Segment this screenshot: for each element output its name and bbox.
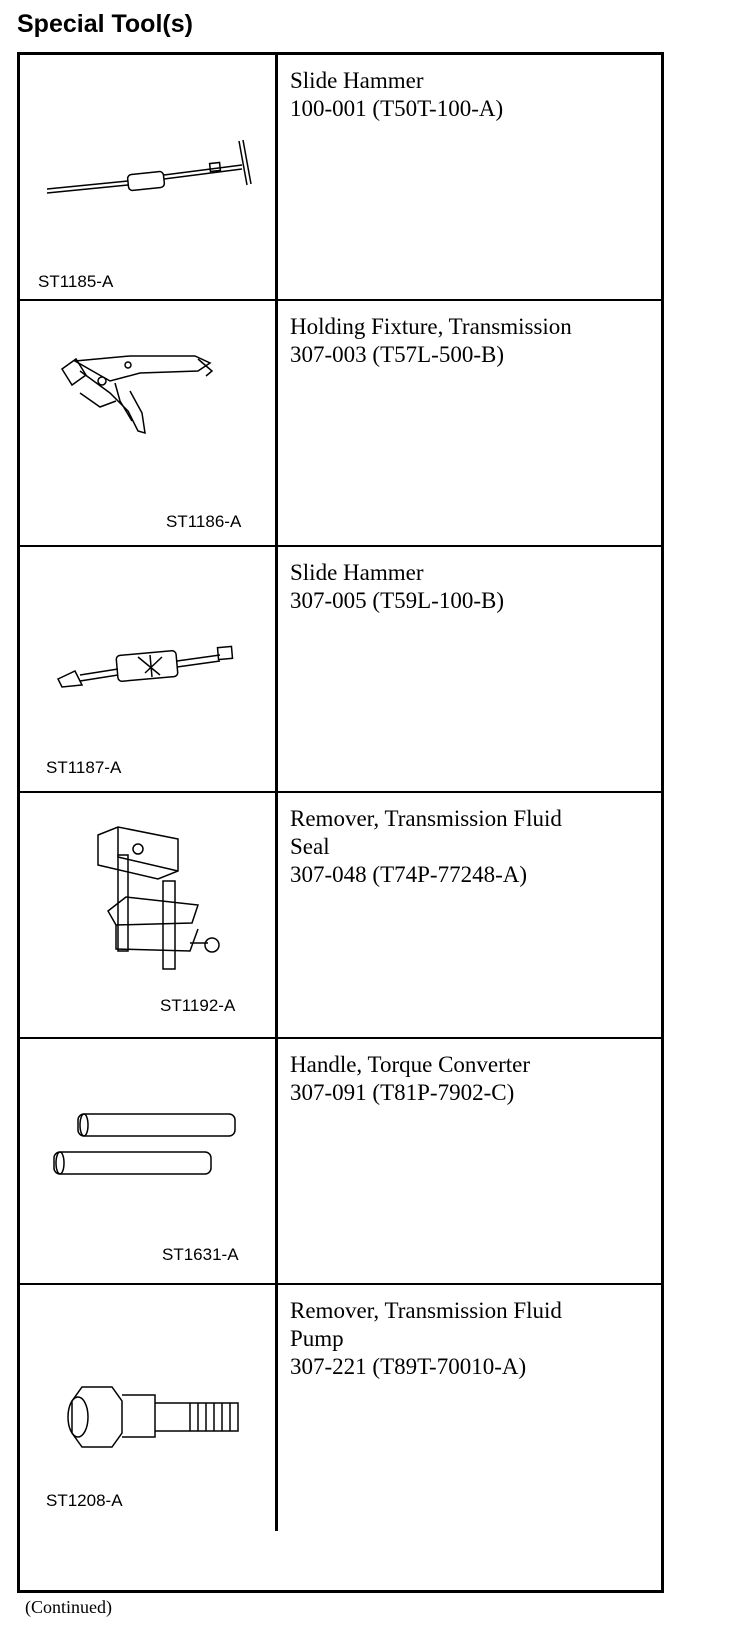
tool-description xyxy=(290,559,655,615)
tool-name: Handle, Torque Converter xyxy=(290,1052,531,1077)
tool-name: Slide Hammer xyxy=(290,68,424,93)
slide-hammer-t-handle-icon xyxy=(20,55,275,299)
tool-image-cell xyxy=(20,1039,278,1283)
tool-image-code: ST1208-A xyxy=(46,1491,123,1510)
tool-number: 307-091 (T81P-7902-C) xyxy=(290,1080,515,1105)
holding-fixture-icon xyxy=(20,301,275,545)
tool-image-code: ST1185-A xyxy=(38,272,114,291)
tool-name: Slide Hammer xyxy=(290,560,424,585)
tool-description xyxy=(290,1051,655,1107)
tool-description xyxy=(290,67,655,123)
seal-remover-icon xyxy=(20,793,275,1037)
tool-description xyxy=(290,805,655,889)
tool-image-cell xyxy=(20,547,278,791)
table-row xyxy=(20,55,661,301)
page-title: Special Tool(s) xyxy=(17,10,193,38)
table-row xyxy=(20,1039,661,1285)
tool-description xyxy=(290,313,655,369)
special-tools-table xyxy=(17,52,664,1593)
tool-number: 307-221 (T89T-70010-A) xyxy=(290,1354,527,1379)
tool-image-code: ST1187-A xyxy=(46,758,122,777)
continued-note: (Continued) xyxy=(25,1597,112,1617)
tool-description xyxy=(290,1297,655,1381)
tool-name-line1: Remover, Transmission Fluid xyxy=(290,1298,562,1323)
tool-image-cell xyxy=(20,1285,278,1531)
tool-name-line1: Remover, Transmission Fluid xyxy=(290,806,562,831)
tool-name-line2: Seal xyxy=(290,834,330,859)
tool-name: Holding Fixture, Transmission xyxy=(290,314,572,339)
tool-number: 307-003 (T57L-500-B) xyxy=(290,342,504,367)
table-row xyxy=(20,1285,661,1531)
table-row xyxy=(20,793,661,1039)
tool-image-code: ST1186-A xyxy=(166,512,242,531)
tool-number: 307-048 (T74P-77248-A) xyxy=(290,862,527,887)
table-row xyxy=(20,301,661,547)
slide-hammer-icon xyxy=(20,547,275,791)
tool-image-code: ST1631-A xyxy=(162,1245,239,1264)
tool-image-cell xyxy=(20,301,278,545)
tool-image-code: ST1192-A xyxy=(160,996,236,1015)
table-row xyxy=(20,547,661,793)
tool-image-cell xyxy=(20,55,278,299)
tool-number: 307-005 (T59L-100-B) xyxy=(290,588,504,613)
tool-image-cell xyxy=(20,793,278,1037)
tool-name-line2: Pump xyxy=(290,1326,344,1351)
tool-number: 100-001 (T50T-100-A) xyxy=(290,96,504,121)
